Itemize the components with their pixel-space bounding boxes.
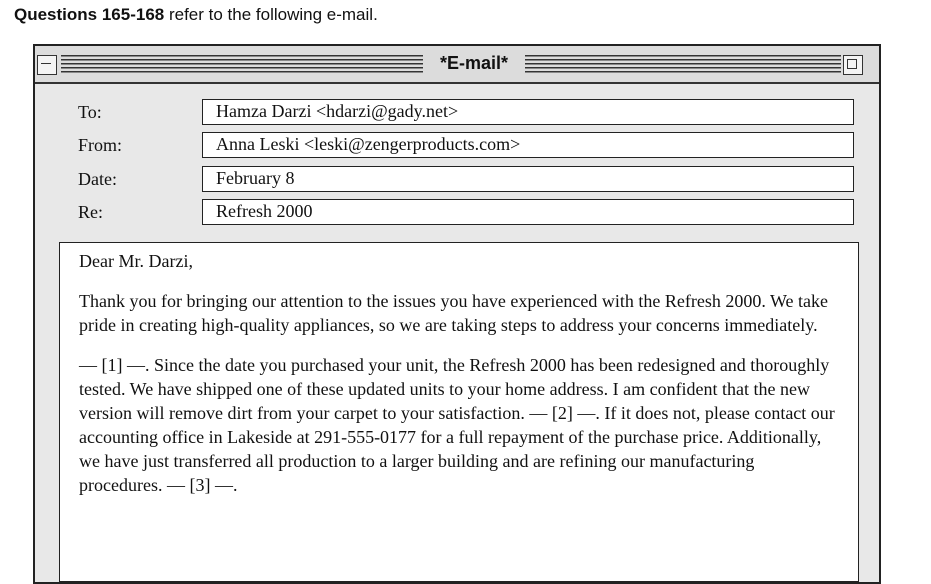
date-field-row [35, 166, 879, 194]
window-title: *E-mail* [423, 53, 525, 74]
to-field-row [35, 99, 879, 127]
from-field-row [35, 132, 879, 160]
from-label: From: [78, 135, 123, 155]
message-paragraph-2: — [1] —. Since the date you purchased your unit, the Refresh 2000 has been redesigned and thoroughly tested. We have shipped one of these updated units to your home address. I am confident that the new version will remove dirt from your carpet to your satisfaction. — [2] —. If it does not, please contact our accounting office in Lakeside at 291-555-0177 for a full repayment of the purchase price. Additionally, we have just transferred all production to a larger building and are refining our manufacturing procedures. — [3] —. [79, 355, 835, 495]
date-label: Date: [78, 169, 117, 189]
to-label: To: [78, 102, 102, 122]
subject-field[interactable]: Refresh 2000 [202, 199, 854, 225]
window-close-button[interactable] [37, 55, 57, 75]
to-field[interactable]: Hamza Darzi <hdarzi@gady.net> [202, 99, 854, 125]
email-window [33, 44, 881, 584]
from-field[interactable]: Anna Leski <leski@zengerproducts.com> [202, 132, 854, 158]
message-greeting: Dear Mr. Darzi, [79, 251, 193, 271]
message-paragraph-1: Thank you for bringing our attention to the issues you have experienced with the Refresh 2000. We take pride in creating high-quality appliances, so we are taking steps to address your concerns immediately. [79, 291, 829, 335]
title-bar-stripes-left [61, 55, 423, 75]
window-maximize-button[interactable] [843, 55, 863, 75]
title-bar-stripes-right [525, 55, 841, 75]
message-body[interactable] [59, 242, 859, 582]
date-field[interactable]: February 8 [202, 166, 854, 192]
subject-field-row [35, 199, 879, 227]
question-instruction [14, 5, 378, 25]
question-number-range: Questions 165-168 [14, 5, 165, 24]
subject-label: Re: [78, 202, 103, 222]
title-bar [35, 46, 879, 84]
question-instruction-text: refer to the following e-mail. [164, 5, 378, 24]
